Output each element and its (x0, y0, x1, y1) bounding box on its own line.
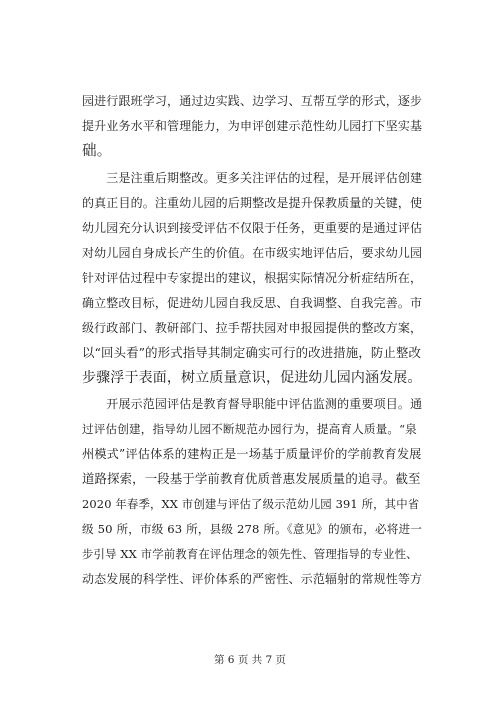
body-text-line: 以“回头看”的形式指导其制定确实可行的改进措施，防止整改 (82, 345, 422, 360)
body-text-line: 开展示范园评估是教育督导职能中评估监测的重要项目。通 (82, 397, 423, 411)
body-text-line: 级 50 所，市级 63 所，县级 278 所。《意见》的颁布，必将进一 (82, 522, 423, 536)
body-text-line: 道路探索，一段基于学前教育优质普惠发展质量的追寻。截至 (82, 471, 421, 486)
body-text-line: 三是注重后期整改。更多关注评估的过程，是开展评估创建 (82, 171, 423, 185)
body-text-line: 确立整改目标，促进幼儿园自我反思、自我调整、自我完善。市 (82, 296, 423, 310)
body-text-line: 提升业务水平和管理能力，为申评创建示范性幼儿园打下坚实基 (82, 119, 423, 133)
body-text-line: 的真正目的。注重幼儿园的后期整改是提升保教质量的关键，使 (82, 196, 423, 210)
body-text-line: 园进行跟班学习，通过边实践、边学习、互帮互学的形式，逐步 (82, 94, 423, 108)
body-text-line: 过评估创建，指导幼儿园不断规范办园行为，提高育人质量。“泉 (82, 422, 417, 436)
body-text-line: 州模式”评估体系的建构正是一场基于质量评价的学前教育发展 (82, 447, 422, 461)
body-text-line: 针对评估过程中专家提出的建议，根据实际情况分析症结所在， (82, 271, 423, 285)
body-text-line: 幼儿园充分认识到接受评估不仅限于任务，更重要的是通过评估 (82, 221, 423, 235)
page-number-footer: 第 6 页 共 7 页 (213, 654, 287, 666)
body-text-line: 步骤浮于表面，树立质量意识，促进幼儿园内涵发展。 (82, 370, 422, 386)
body-text-line: 级行政部门、教研部门、拉手帮扶园对申报园提供的整改方案， (82, 321, 423, 335)
body-text-line: 2020 年春季，XX 市创建与评估了级示范幼儿园 391 所，其中省 (82, 497, 420, 511)
body-text-line: 对幼儿园自身成长产生的价值。在市级实地评估后，要求幼儿园 (82, 246, 423, 260)
body-text-line: 步引导 XX 市学前教育在评估理念的领先性、管理指导的专业性、 (82, 547, 418, 561)
body-text-line: 动态发展的科学性、评价体系的严密性、示范辐射的常规性等方 (82, 572, 423, 586)
body-text-line: 础。 (82, 142, 112, 159)
